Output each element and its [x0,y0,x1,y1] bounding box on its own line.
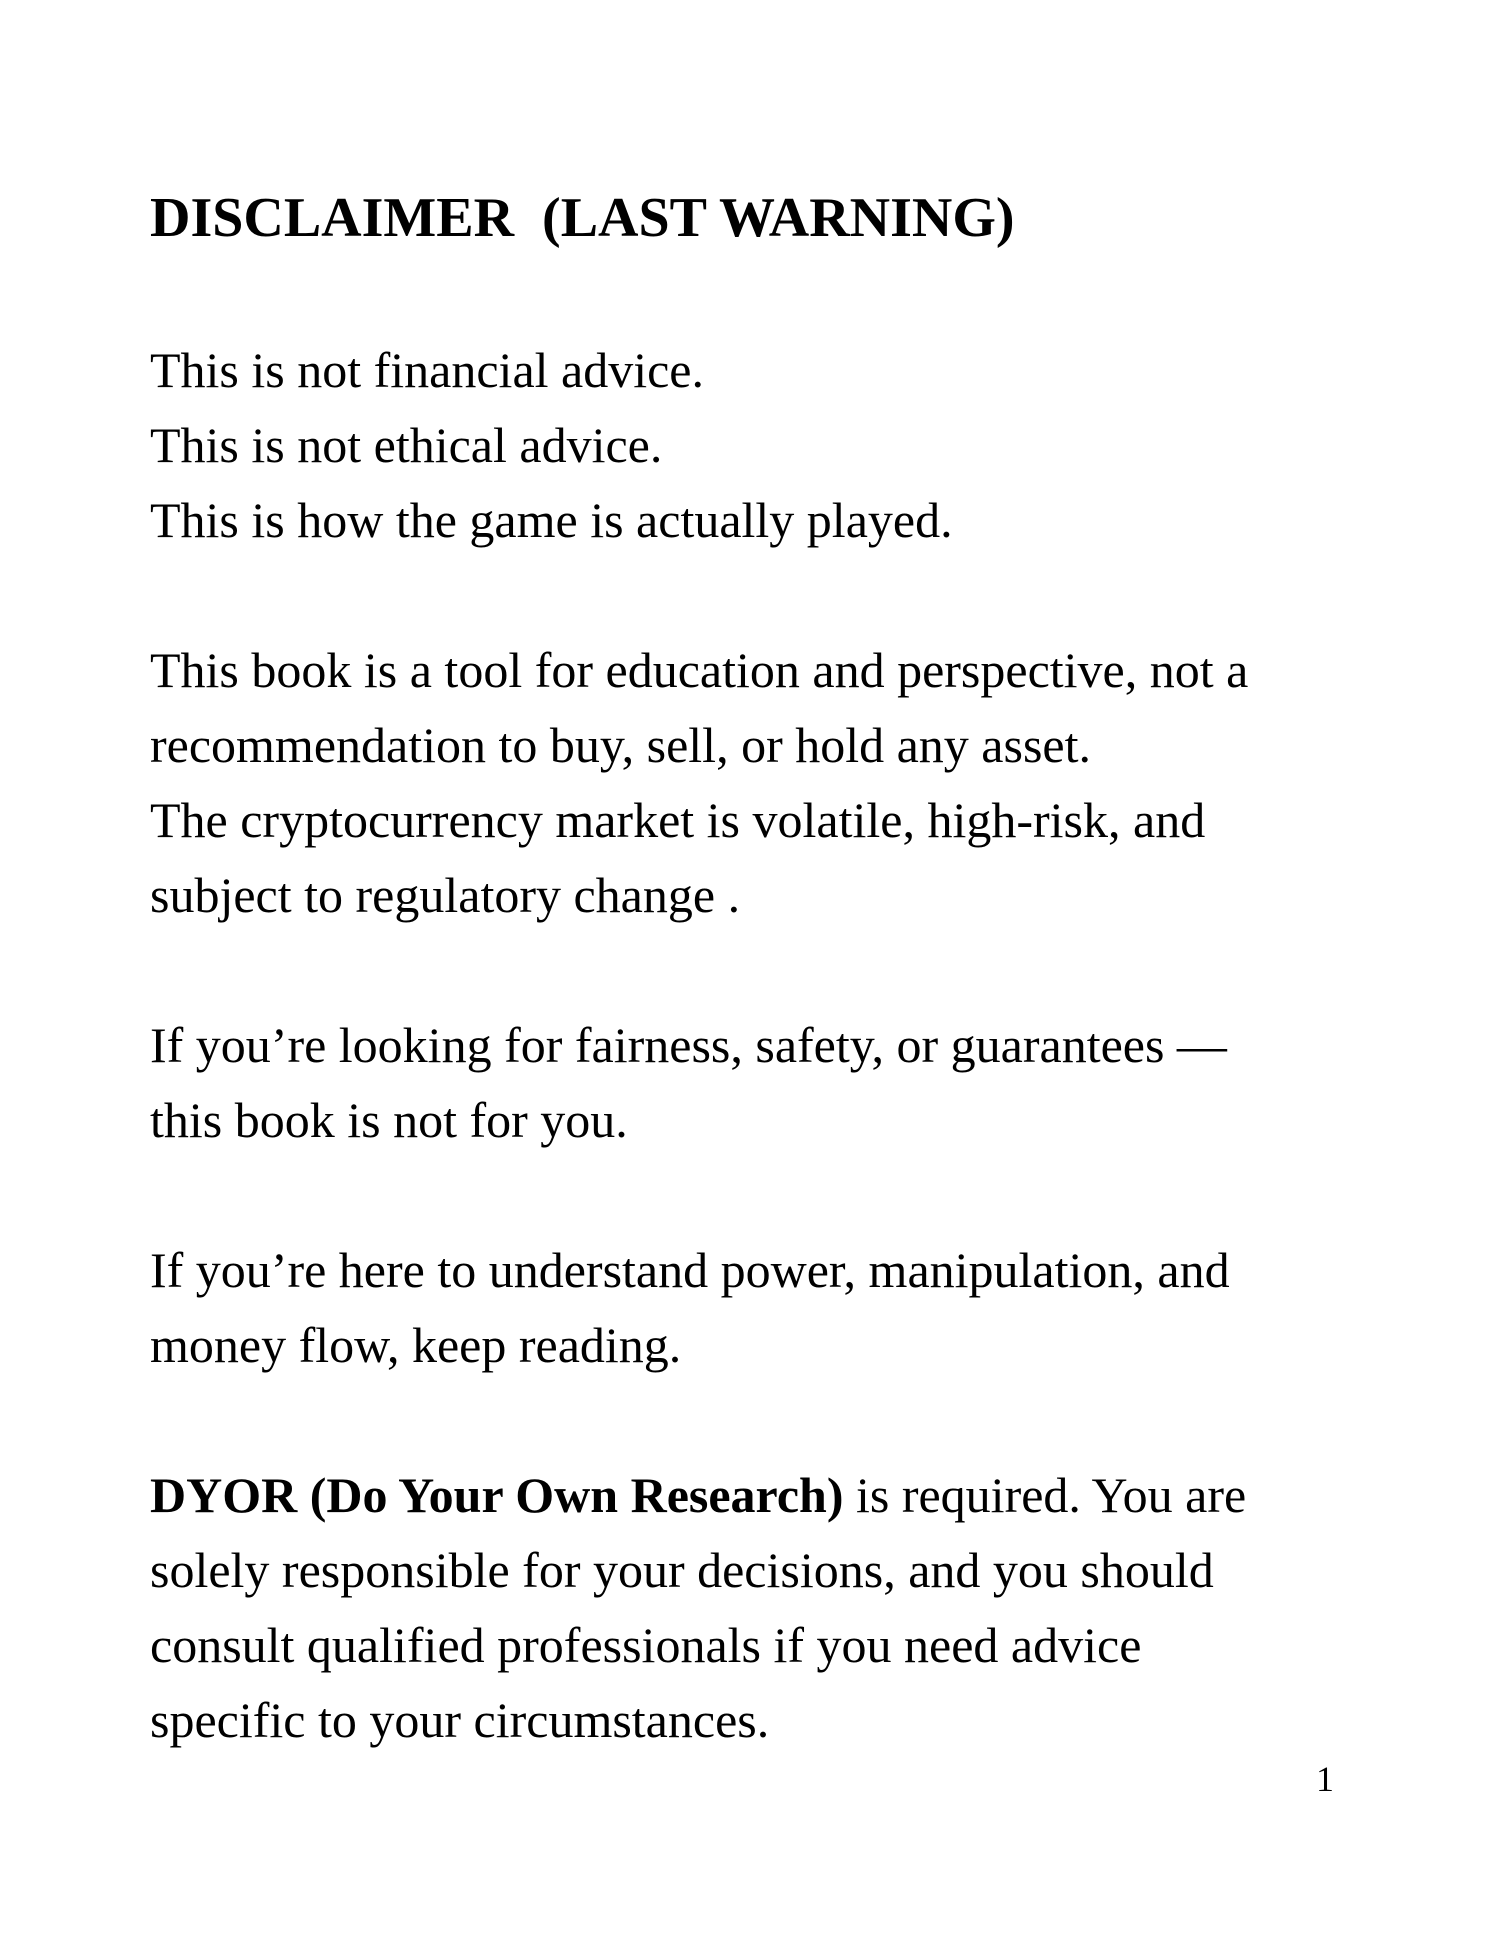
paragraph-line: If you’re looking for fairness, safety, or guarantees — [150,1017,1227,1073]
intro-paragraph [150,333,1380,558]
paragraph-line: subject to regulatory change . [150,867,741,923]
paragraph-line: money flow, keep reading. [150,1317,682,1373]
paragraph-line: This is not financial advice. [150,342,705,398]
paragraph-line [150,1458,1380,1533]
page-number: 1 [1316,1759,1334,1799]
paragraph-line: The cryptocurrency market is volatile, high-risk, and [150,792,1206,848]
dyor-paragraph [150,1458,1380,1758]
paragraph-line: solely responsible for your decisions, and you should [150,1542,1214,1598]
dyor-bold-term: DYOR (Do Your Own Research) [150,1467,844,1523]
power-paragraph [150,1233,1380,1383]
disclaimer-page [150,178,1380,1758]
page-title: DISCLAIMER (LAST WARNING) [150,187,1015,249]
paragraph-line: this book is not for you. [150,1092,628,1148]
paragraph-line: specific to your circumstances. [150,1692,770,1748]
paragraph-line: recommendation to buy, sell, or hold any asset. [150,717,1091,773]
paragraph-line: This book is a tool for education and perspective, not a [150,642,1249,698]
paragraph-line: This is how the game is actually played. [150,492,953,548]
paragraph-line: If you’re here to understand power, manipulation, and [150,1242,1230,1298]
paragraph-line: This is not ethical advice. [150,417,663,473]
fairness-paragraph [150,1008,1380,1158]
dyor-first-line-rest: is required. You are [843,1467,1247,1523]
tool-paragraph [150,633,1380,933]
paragraph-line: consult qualified professionals if you need advice [150,1617,1142,1673]
